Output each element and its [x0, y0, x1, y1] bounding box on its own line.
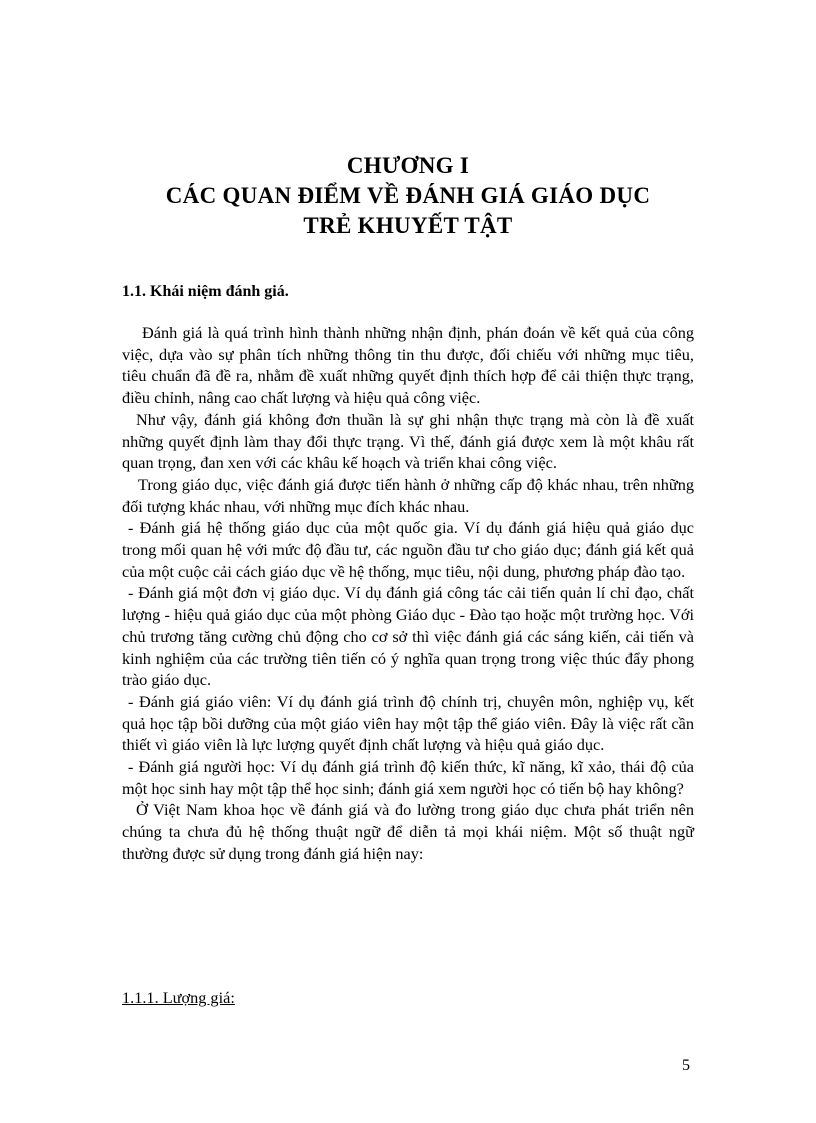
paragraph-definition: Đánh giá là quá trình hình thành những nhận định, phán đoán về kết quả của công việc, dựa vào sự phân tích những thông tin thu được, đối chiếu với những mục tiêu, tiêu chuẩn đã đề ra, nhằm đề xuất những quyết định thích hợp để cải thiện thực trạng, điều chỉnh, nâng cao chất lượng và hiệu quả công việc. — [122, 323, 694, 408]
paragraph-thus: Như vậy, đánh giá không đơn thuần là sự ghi nhận thực trạng mà còn là đề xuất những quyết định làm thay đổi thực trạng. Vì thế, đánh giá được xem là một khâu rất quan trọng, đan xen với các khâu kế hoạch và triển khai công việc. — [122, 409, 694, 473]
subsection-title-end: : — [230, 988, 235, 1007]
section-title-end: . — [284, 283, 289, 300]
body-text — [122, 322, 694, 865]
paragraph-teacher: - Đánh giá giáo viên: Ví dụ đánh giá trình độ chính trị, chuyên môn, nghiệp vụ, kết quả học tập bồi dưỡng của một giáo viên hay một tập thể giáo viên. Đây là việc rất cần thiết vì giáo viên là lực lượng quyết định chất lượng và hiệu quả giáo dục. — [122, 691, 694, 755]
subsection-title: 1.1.1. Lượng giá — [122, 988, 231, 1007]
section-heading-1-1 — [122, 283, 289, 301]
paragraph-unit: - Đánh giá một đơn vị giáo dục. Ví dụ đánh giá công tác cải tiến quản lí chỉ đạo, chất lượng - hiệu quả giáo dục của một phòng Giáo dục - Đào tạo hoặc một trường học. Với chủ trương tăng cường chủ động cho cơ sở thì việc đánh giá các sáng kiến, cải tiến và kinh nghiệm của các trường tiên tiến có ý nghĩa quan trọng trong việc thúc đẩy phong trào giáo dục. — [122, 583, 694, 690]
page-number: 5 — [682, 1057, 690, 1074]
chapter-title-line-1: CÁC QUAN ĐIỂM VỀ ĐÁNH GIÁ GIÁO DỤC — [165, 183, 651, 208]
section-title: 1.1. Khái niệm đánh giá — [122, 283, 285, 300]
paragraph-system: - Đánh giá hệ thống giáo dục của một quốc gia. Ví dụ đánh giá hiệu quả giáo dục trong mối quan hệ với mức độ đầu tư, các nguồn đầu tư cho giáo dục; đánh giá kết quả của một cuộc cải cách giáo dục về hệ thống, mục tiêu, nội dung, phương pháp đào tạo. — [122, 518, 694, 581]
paragraph-learner: - Đánh giá người học: Ví dụ đánh giá trình độ kiến thức, kĩ năng, kĩ xảo, thái độ của một học sinh hay một tập thể học sinh; đánh giá xem người học có tiến bộ hay không? — [122, 757, 694, 798]
chapter-title-line-2: TRẺ KHUYẾT TẬT — [303, 213, 513, 238]
paragraph-vietnam: Ở Việt Nam khoa học về đánh giá và đo lường trong giáo dục chưa phát triển nên chúng ta chưa đủ hệ thống thuật ngữ để diễn tả mọi khái niệm. Một số thuật ngữ thường được sử dụng trong đánh giá hiện nay: — [122, 800, 694, 863]
subsection-heading-1-1-1 — [122, 988, 235, 1008]
chapter-number: CHƯƠNG I — [346, 153, 470, 178]
paragraph-levels: Trong giáo dục, việc đánh giá được tiến hành ở những cấp độ khác nhau, trên những đối tượng khác nhau, với những mục đích khác nhau. — [122, 474, 694, 516]
